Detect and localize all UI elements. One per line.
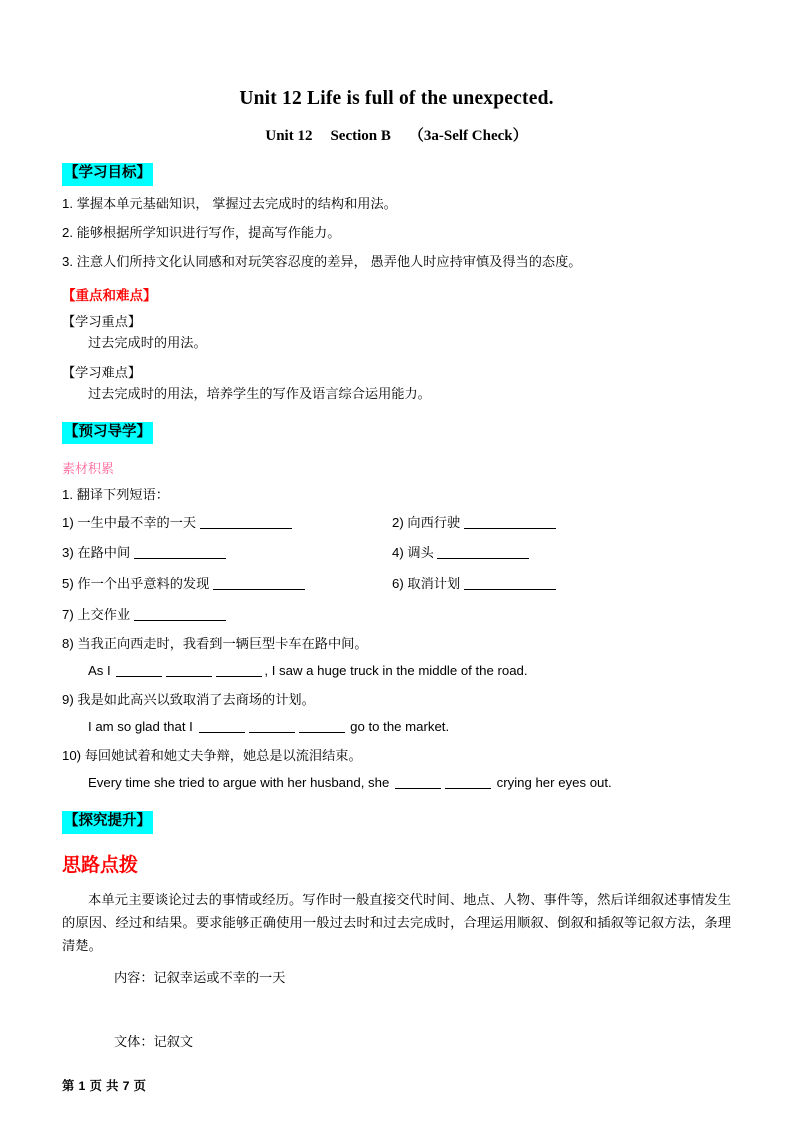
preview-heading-row — [62, 422, 731, 445]
sentence-cn-text: 当我正向西走时，我看到一辆巨型卡车在路中间。 — [77, 635, 368, 651]
explore-content-line: 内容：记叙幸运或不幸的一天 — [114, 970, 286, 986]
answer-blank[interactable] — [216, 664, 262, 677]
objectives-heading-row — [62, 163, 731, 186]
answer-blank[interactable] — [116, 664, 162, 677]
phrase-text: 向西行驶 — [407, 514, 461, 530]
phrase-number: 4) — [392, 545, 404, 561]
answer-blank[interactable] — [134, 608, 226, 621]
sentence-chinese — [62, 746, 731, 766]
sentence-cn-text: 每回她试着和她丈夫争辩，她总是以流泪结束。 — [84, 748, 362, 764]
subtitle-unit: Unit 12 — [265, 128, 313, 144]
explore-style-line: 文体：记叙文 — [114, 1033, 194, 1049]
sentence-en-post: crying her eyes out. — [496, 775, 612, 791]
sentence-number: 8) — [62, 635, 74, 651]
answer-blank[interactable] — [395, 776, 441, 789]
sentence-en-pre: I am so glad that I — [88, 719, 193, 735]
phrase-row-single — [62, 605, 731, 625]
sentence-cn-text: 我是如此高兴以致取消了去商场的计划。 — [77, 692, 315, 708]
phrase-text: 作一个出乎意料的发现 — [77, 576, 210, 592]
sentence-en-pre: As I — [88, 663, 111, 679]
phrase-row — [62, 513, 731, 533]
subtitle-section: Section B — [330, 128, 391, 144]
page-subtitle — [62, 110, 731, 145]
phrase-number: 5) — [62, 576, 74, 592]
sentence-chinese — [62, 690, 731, 710]
answer-blank[interactable] — [464, 577, 556, 590]
answer-blank[interactable] — [464, 516, 556, 529]
objective-item: 2. 能够根据所学知识进行写作，提高写作能力。 — [62, 224, 341, 240]
answer-blank[interactable] — [134, 546, 226, 559]
answer-blank[interactable] — [437, 546, 529, 559]
explore-paragraph: 本单元主要谈论过去的事情或经历。写作时一般直接交代时间、地点、人物、事件等，然后详细叙述事情发生的原因、经过和结果。要求能够正确使用一般过去时和过去完成时，合理运用顺叙、倒叙和插叙等记叙方法，条理清楚。 — [62, 891, 731, 953]
phrase-row — [62, 574, 731, 594]
answer-blank[interactable] — [199, 720, 245, 733]
phrase-number: 6) — [392, 576, 404, 592]
phrase-text: 一生中最不幸的一天 — [77, 514, 197, 530]
answer-blank[interactable] — [213, 577, 305, 590]
phrase-text: 上交作业 — [77, 606, 131, 622]
difficult-point-text: 过去完成时的用法，培养学生的写作及语言综合运用能力。 — [88, 385, 431, 401]
explore-heading: 【探究提升】 — [62, 811, 153, 834]
preview-heading: 【预习导学】 — [62, 422, 153, 445]
difficult-point-label: 【学习难点】 — [62, 364, 142, 380]
phrase-text: 取消计划 — [407, 576, 461, 592]
answer-blank[interactable] — [249, 720, 295, 733]
phrase-text: 在路中间 — [77, 545, 131, 561]
key-point-label: 【学习重点】 — [62, 313, 142, 329]
explore-title: 思路点拨 — [62, 854, 139, 876]
answer-blank[interactable] — [166, 664, 212, 677]
sentence-english — [62, 773, 731, 793]
sentence-number: 10) — [62, 748, 82, 764]
sentence-chinese — [62, 634, 731, 654]
key-difficult-heading: 【重点和难点】 — [62, 287, 157, 303]
answer-blank[interactable] — [299, 720, 345, 733]
spacer — [62, 997, 731, 1031]
phrase-number: 3) — [62, 545, 74, 561]
sentence-english — [62, 661, 731, 681]
preview-task: 1. 翻译下列短语： — [62, 487, 169, 503]
sentence-en-post: go to the market. — [350, 719, 450, 735]
sentence-en-pre: Every time she tried to argue with her husband, she — [88, 775, 390, 791]
objectives-heading: 【学习目标】 — [62, 163, 153, 186]
phrase-number: 7) — [62, 606, 74, 622]
phrase-number: 2) — [392, 514, 404, 530]
preview-subheading: 素材积累 — [62, 461, 115, 477]
objective-item: 3. 注意人们所持文化认同感和对玩笑容忍度的差异， 愚弄他人时应持审慎及得当的态度。 — [62, 253, 582, 269]
phrase-row — [62, 543, 731, 563]
subtitle-paren: （3a-Self Check） — [408, 128, 528, 144]
answer-blank[interactable] — [200, 516, 292, 529]
sentence-en-post: , I saw a huge truck in the middle of the road. — [264, 663, 528, 679]
explore-heading-row — [62, 811, 731, 834]
key-point-text: 过去完成时的用法。 — [88, 334, 207, 350]
phrase-number: 1) — [62, 514, 74, 530]
page-title: Unit 12 Life is full of the unexpected. — [239, 88, 554, 109]
sentence-number: 9) — [62, 692, 74, 708]
phrase-text: 调头 — [407, 545, 434, 561]
answer-blank[interactable] — [445, 776, 491, 789]
sentence-english — [62, 717, 731, 737]
objective-item: 1. 掌握本单元基础知识， 掌握过去完成时的结构和用法。 — [62, 195, 397, 211]
page-footer: 第 1 页 共 7 页 — [62, 1079, 147, 1093]
